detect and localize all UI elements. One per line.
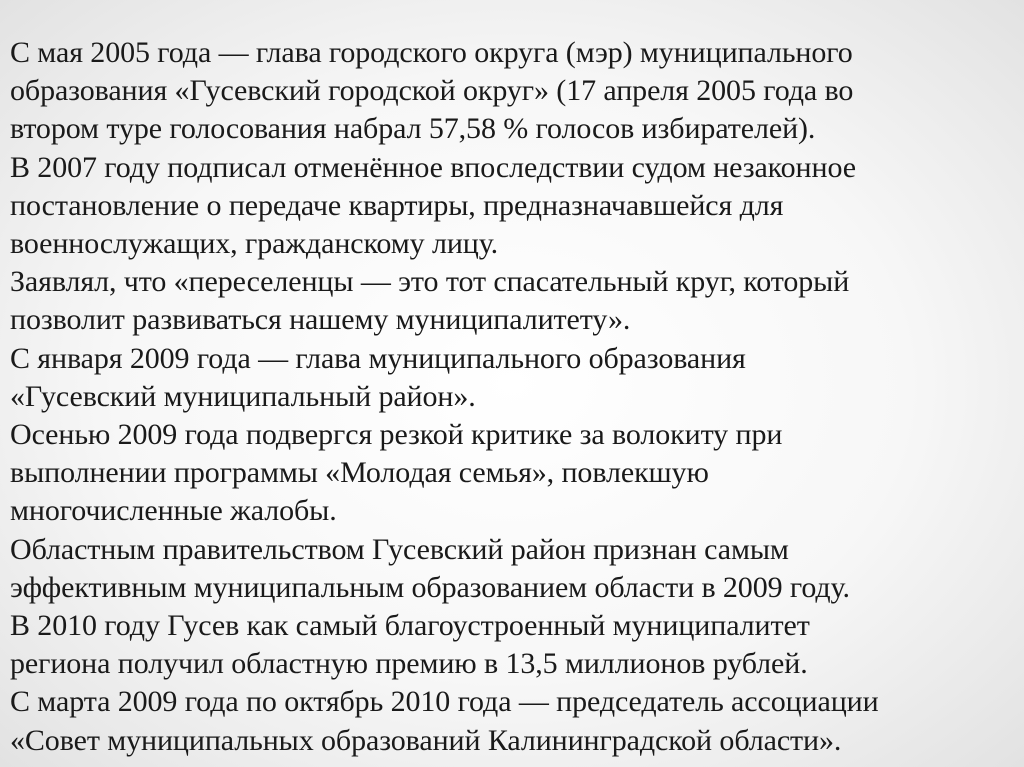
text-line: В 2007 году подписал отменённое впоследствии судом незаконное: [10, 150, 856, 184]
text-line: С мая 2005 года — глава городского округа (мэр) муниципального: [10, 36, 853, 69]
text-line: «Гусевский муниципальный район».: [10, 379, 476, 413]
text-line: образования «Гусевский городской округ» (17 апреля 2005 года во: [10, 74, 854, 108]
text-line: постановление о передаче квартиры, предназначавшейся для: [10, 188, 784, 222]
text-line: Осенью 2009 года подвергся резкой критике за волокиту при: [10, 418, 783, 452]
slide-text-body: [10, 34, 1014, 760]
text-line: выполнении программы «Молодая семья», повлекшую: [10, 456, 709, 490]
text-line: многочисленные жалобы.: [10, 494, 337, 528]
text-line: С марта 2009 года по октябрь 2010 года — председатель ассоциации: [10, 685, 879, 719]
text-line: В 2010 году Гусев как самый благоустроенный муниципалитет: [10, 609, 810, 643]
text-line: «Совет муниципальных образований Калининградской области».: [10, 723, 842, 757]
text-line: региона получил областную премию в 13,5 миллионов рублей.: [10, 647, 808, 681]
text-line: позволит развиваться нашему муниципалитету».: [10, 303, 631, 337]
text-line: С января 2009 года — глава муниципального образования: [10, 341, 746, 375]
text-line: военнослужащих, гражданскому лицу.: [10, 227, 499, 261]
text-line: эффективным муниципальным образованием области в 2009 году.: [10, 570, 850, 604]
text-line: Заявлял, что «переселенцы — это тот спасательный круг, который: [10, 265, 850, 299]
text-line: Областным правительством Гусевский район признан самым: [10, 532, 789, 566]
text-line: втором туре голосования набрал 57,58 % голосов избирателей).: [10, 112, 816, 146]
